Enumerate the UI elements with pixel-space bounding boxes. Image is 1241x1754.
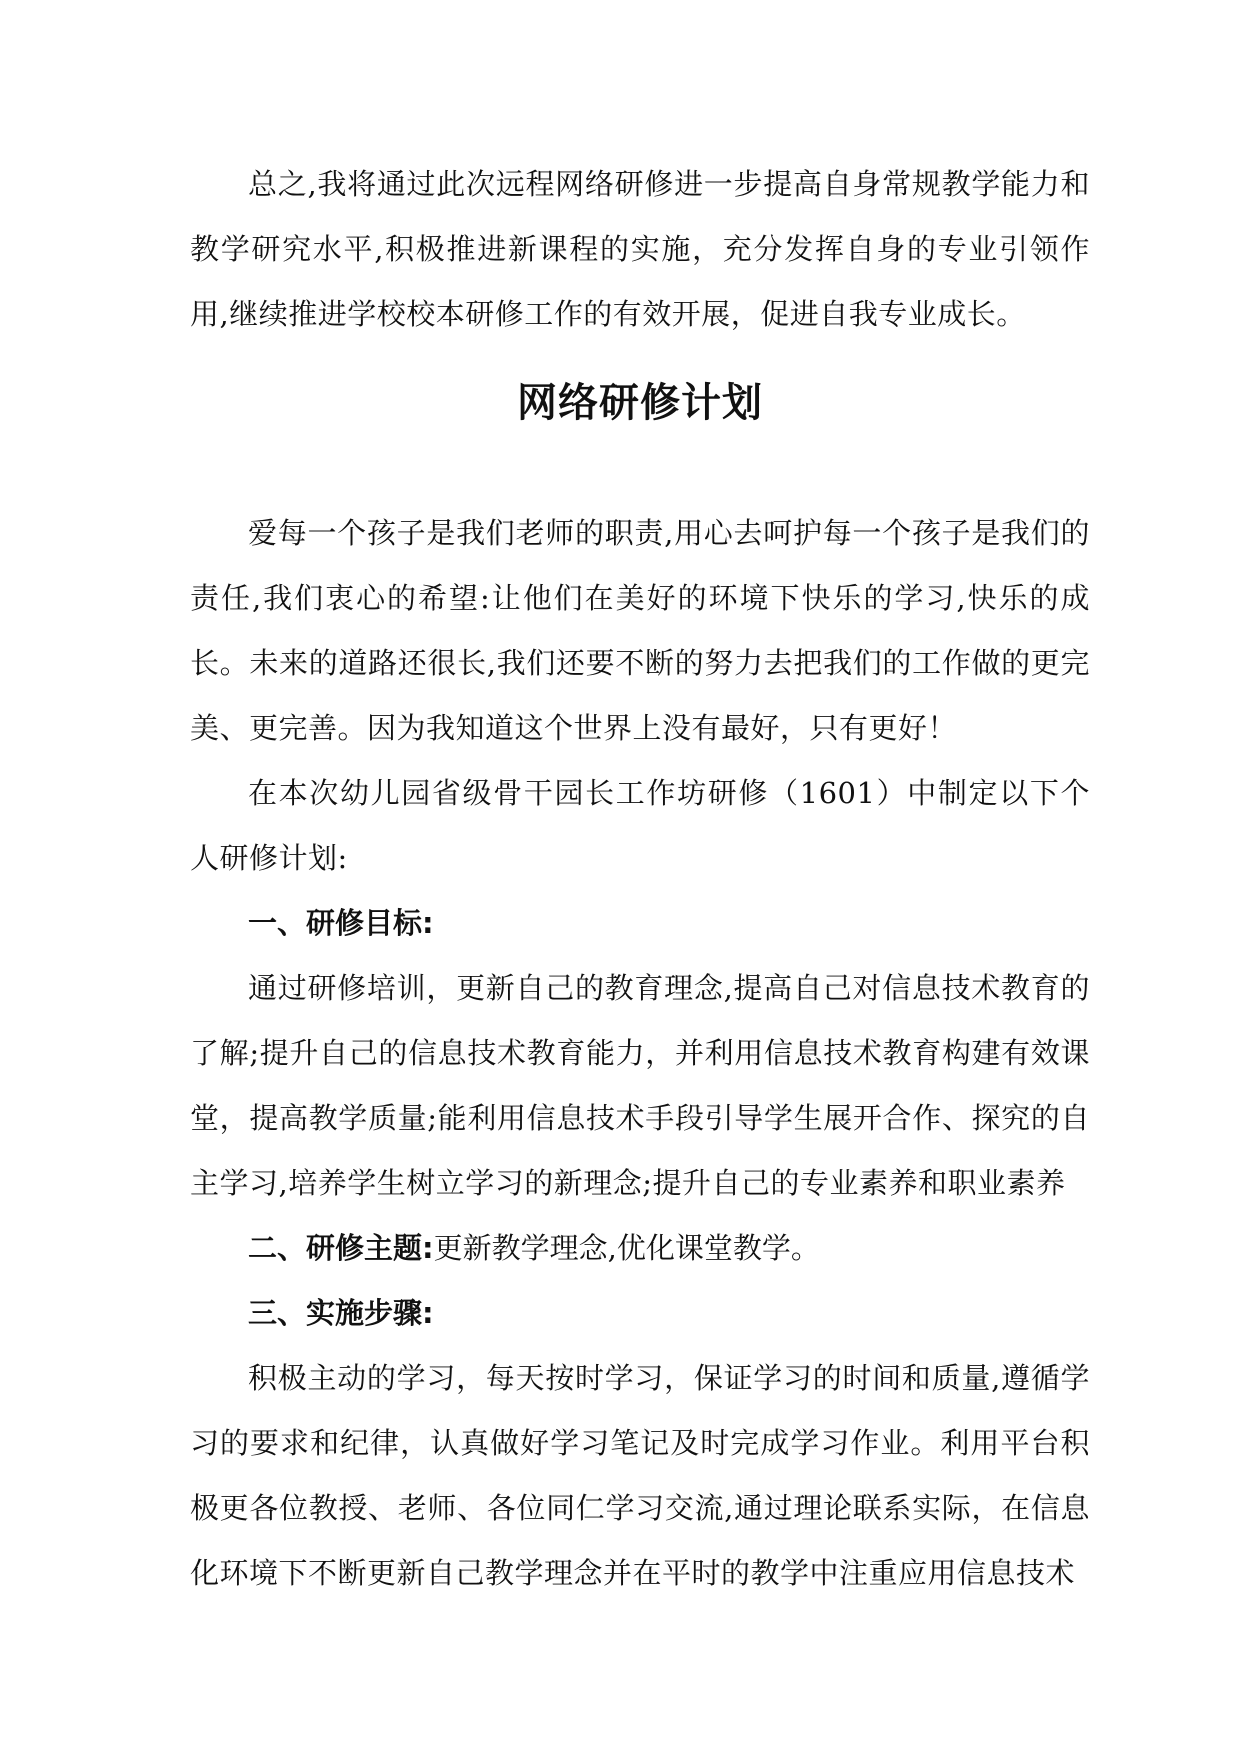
section-theme-heading: 二、研修主题: xyxy=(248,1231,434,1265)
document-body xyxy=(190,152,1090,1606)
section-steps-heading: 三、实施步骤: xyxy=(248,1296,434,1330)
document-title: 网络研修计划 xyxy=(517,380,763,426)
section-goals-text: 通过研修培训，更新自己的教育理念,提高自己对信息技术教育的了解;提升自己的信息技术教育能力，并利用信息技术教育构建有效课堂，提高教学质量;能利用信息技术手段引导学生展开合作、探究的自主学习,培养学生树立学习的新理念;提升自己的专业素养和职业素养 xyxy=(190,971,1090,1200)
intro-paragraph: 总之,我将通过此次远程网络研修进一步提高自身常规教学能力和教学研究水平,积极推进新课程的实施，充分发挥自身的专业引领作用,继续推进学校校本研修工作的有效开展，促进自我专业成长。 xyxy=(190,167,1090,331)
body-paragraph-2: 在本次幼儿园省级骨干园长工作坊研修（1601）中制定以下个人研修计划: xyxy=(190,776,1090,875)
section-goals-heading-line xyxy=(190,891,1090,956)
body-paragraph-1: 爱每一个孩子是我们老师的职责,用心去呵护每一个孩子是我们的责任,我们衷心的希望:让他们在美好的环境下快乐的学习,快乐的成长。未来的道路还很长,我们还要不断的努力去把我们的工作做的更完美、更完善。因为我知道这个世界上没有最好，只有更好！ xyxy=(190,516,1090,745)
section-theme-text: 更新教学理念,优化课堂教学。 xyxy=(433,1231,820,1265)
section-goals-heading: 一、研修目标: xyxy=(248,906,434,940)
section-steps-text: 积极主动的学习，每天按时学习，保证学习的时间和质量,遵循学习的要求和纪律，认真做好学习笔记及时完成学习作业。利用平台积极更各位教授、老师、各位同仁学习交流,通过理论联系实际，在信息化环境下不断更新自己教学理念并在平时的教学中注重应用信息技术 xyxy=(190,1361,1090,1590)
section-steps-heading-line xyxy=(190,1281,1090,1346)
section-theme xyxy=(190,1216,1090,1281)
